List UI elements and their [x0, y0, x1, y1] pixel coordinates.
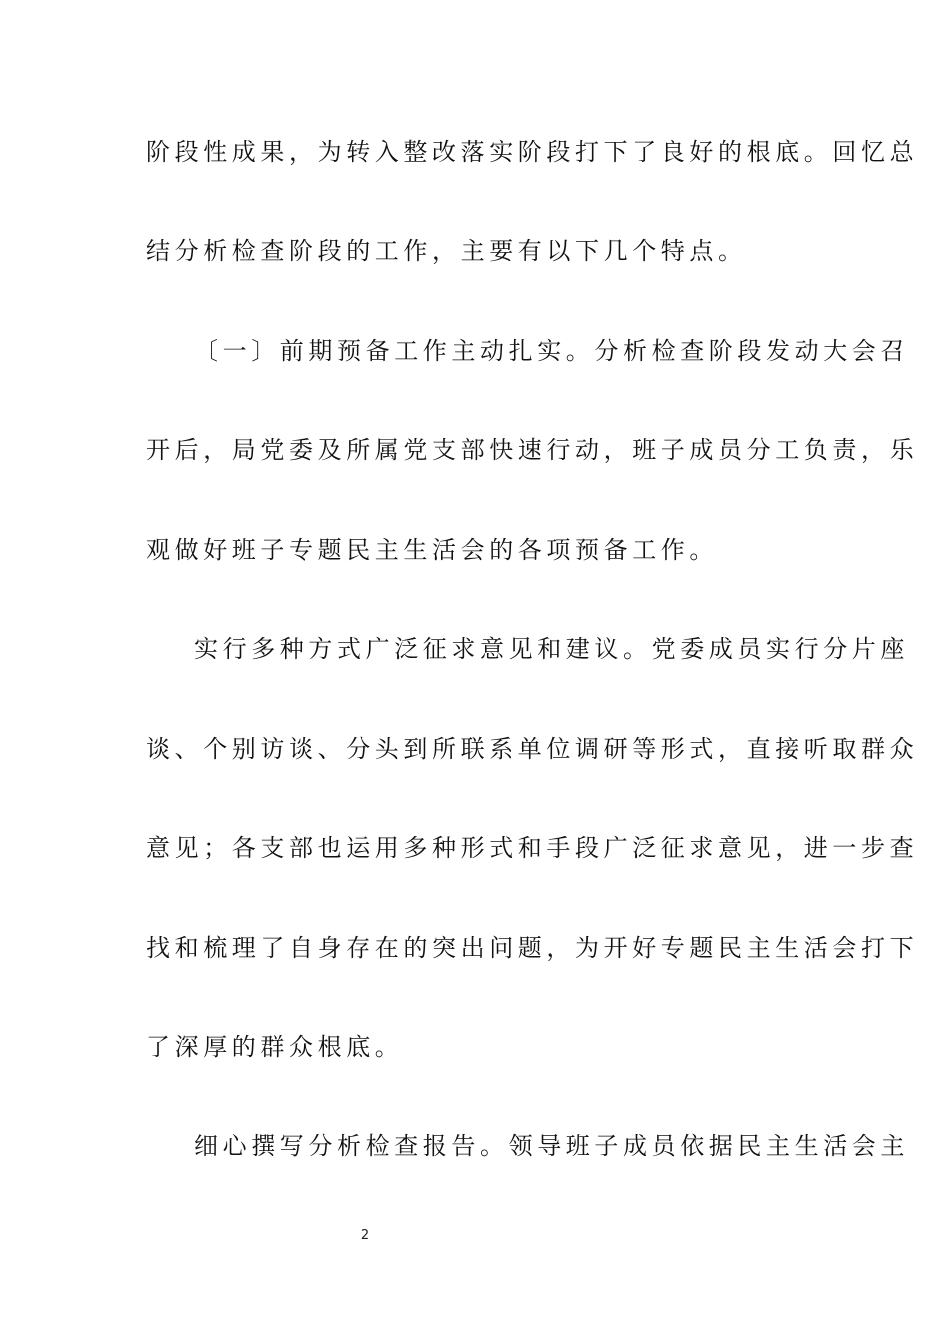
text-line-7: 谈、个别访谈、分头到所联系单位调研等形式，直接听取群众 [146, 735, 919, 763]
text-line-8: 意见；各支部也运用多种形式和手段广泛征求意见，进一步查 [146, 834, 919, 862]
text-line-9: 找和梳理了自身存在的突出问题，为开好专题民主生活会打下 [146, 934, 919, 962]
text-line-11: 细心撰写分析检查报告。领导班子成员依据民主生活会主 [194, 1132, 909, 1160]
text-line-5: 观做好班子专题民主生活会的各项预备工作。 [146, 536, 718, 564]
text-line-1: 阶段性成果，为转入整改落实阶段打下了良好的根底。回忆总 [146, 138, 919, 166]
text-line-3: 〔一〕前期预备工作主动扎实。分析检查阶段发动大会召 [194, 337, 909, 365]
text-line-10: 了深厚的群众根底。 [146, 1033, 404, 1061]
text-line-4: 开后，局党委及所属党支部快速行动，班子成员分工负责，乐 [146, 436, 919, 464]
text-line-2: 结分析检查阶段的工作，主要有以下几个特点。 [146, 237, 747, 265]
text-line-6: 实行多种方式广泛征求意见和建议。党委成员实行分片座 [194, 635, 909, 663]
page-number: 2 [360, 1228, 370, 1243]
